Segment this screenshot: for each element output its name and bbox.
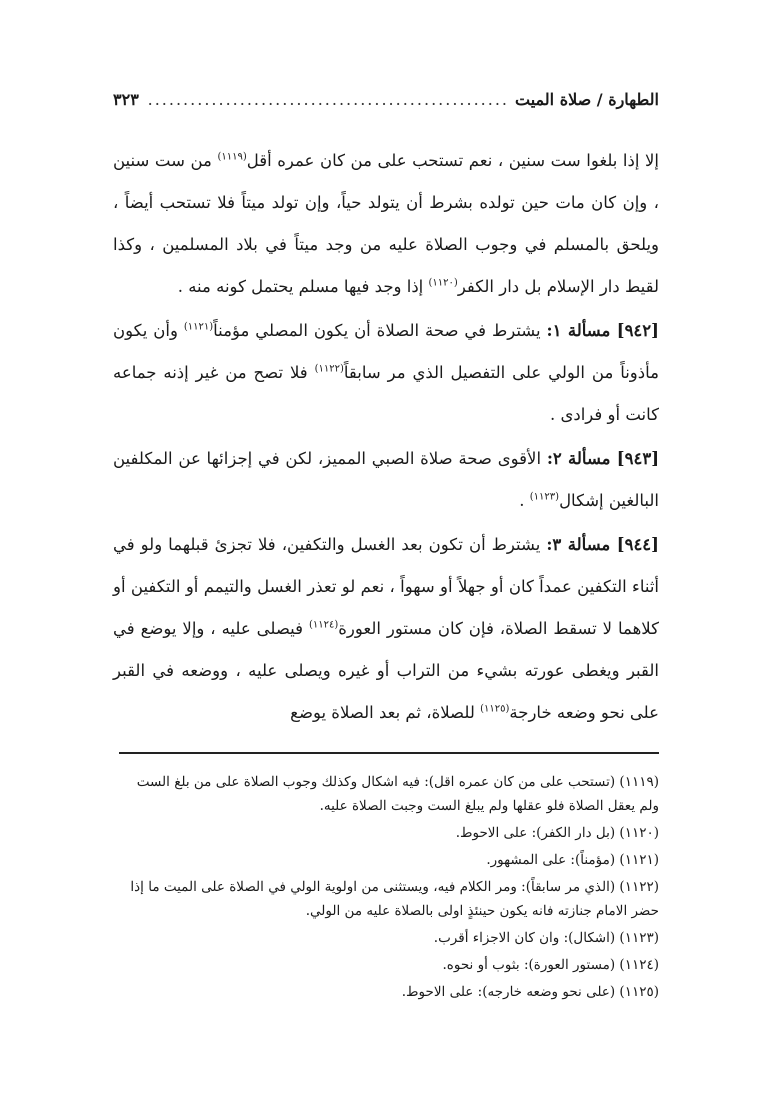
paragraph-text: يشترط أن تكون بعد الغسل والتكفين، فلا تجزئ قبلهما ولو في أثناء التكفين عمداً كان أو جهلاً أو سهواً ، نعم لو تعذر الغسل والتيمم أو التكفين أو كلاهما لا تسقط الصلاة، فإن كان مستور العورة [113,535,659,638]
footnote-ref-1122: (١١٢٢) [314,363,344,375]
paragraph-text: للصلاة، ثم بعد الصلاة يوضع [290,703,481,722]
footnote-number: (١١٢١) [619,852,659,868]
footnote-ref-1123: (١١٢٣) [529,491,560,503]
issue-label: [٩٤٢] مسألة ١: [546,321,659,340]
paragraph-text: الأقوى صحة صلاة الصبي المميز، لكن في إجزائها عن المكلفين البالغين إشكال [113,449,659,510]
issue-944 [113,524,659,734]
footnotes [113,770,659,1007]
footnote-ref-1121: (١١٢١) [183,321,214,333]
paragraph-text: وأن يكون مأذوناً من الولي على التفصيل الذي مر سابقاً [113,321,659,382]
paragraph-text: يشترط في صحة الصلاة أن يكون المصلي مؤمناً [213,321,547,340]
footnote-1122 [113,875,659,923]
footnote-number: (١١٢٠) [619,825,659,841]
page-number: ٣٢٣ [113,90,139,109]
paragraph-text: فيصلى عليه ، وإلا يوضع في القبر ويغطى عورته بشيء من التراب أو غيره ويصلى عليه ، ووضعه في القبر على نحو وضعه خارجة [113,619,659,722]
footnote-text: (تستحب على من كان عمره اقل): فيه اشكال وكذلك وجوب الصلاة على من بلغ الست ولم يعقل الصلاة فلو عقلها ولم يبلغ الست وجبت الصلاة عليه. [136,774,659,814]
footnote-ref-1120: (١١٢٠) [428,277,458,289]
paragraph-text: إذا وجد فيها مسلم يحتمل كونه منه . [177,277,429,296]
chapter-title: الطهارة / صلاة الميت [515,90,659,109]
footnote-ref-1124: (١١٢٤) [308,619,339,631]
footnote-ref-1125: (١١٢٥) [480,703,510,715]
footnote-number: (١١١٩) [619,774,659,790]
footnote-1125 [113,980,659,1004]
footnote-1119 [113,770,659,818]
footnote-text: (على نحو وضعه خارجه): على الاحوط. [401,984,620,1000]
paragraph-text: إلا إذا بلغوا ست سنين ، نعم تستحب على من كان عمره أقل [246,151,659,170]
footnote-text: (مؤمناً): على المشهور. [486,852,620,868]
issue-label: [٩٤٤] مسألة ٣: [546,535,659,554]
footnote-separator [119,752,659,754]
footnote-1124 [113,953,659,977]
paragraph-text: فلا تصح من غير إذنه جماعه كانت أو فرادى . [113,363,659,424]
paragraph-1 [113,140,659,308]
footnote-text: (مستور العورة): بثوب أو نحوه. [442,957,620,973]
footnote-number: (١١٢٥) [619,984,659,1000]
footnote-number: (١١٢٢) [619,879,659,895]
header-leader-dots: ................................................... [147,90,510,109]
running-header [113,90,659,120]
footnote-text: (بل دار الكفر): على الاحوط. [455,825,620,841]
issue-942 [113,310,659,436]
paragraph-text: من ست سنين ، وإن كان مات حين تولده بشرط أن يتولد حياً، وإن تولد ميتاً فلا تستحب أيضاً ، ويلحق بالمسلم في وجوب الصلاة عليه من وجد ميتاً في بلاد المسلمين ، وكذا لقيط دار الإسلام بل دار الكفر [113,151,659,296]
footnote-text: (اشكال): وان كان الاجزاء أقرب. [433,930,620,946]
main-text [113,140,659,734]
issue-label: [٩٤٣] مسألة ٢: [546,449,659,468]
footnote-1120 [113,821,659,845]
footnote-text: (الذي مر سابقاً): ومر الكلام فيه، ويستثنى من اولوية الولي في الصلاة على الميت ما إذا حضر الامام جنازته فانه يكون حينئذٍ اولى بالصلاة عليه من الولي. [130,879,659,919]
footnote-number: (١١٢٣) [619,930,659,946]
issue-943 [113,438,659,522]
paragraph-text: . [519,491,530,510]
footnote-1123 [113,926,659,950]
footnote-ref-1119: (١١١٩) [217,151,247,163]
footnote-1121 [113,848,659,872]
footnote-number: (١١٢٤) [619,957,659,973]
